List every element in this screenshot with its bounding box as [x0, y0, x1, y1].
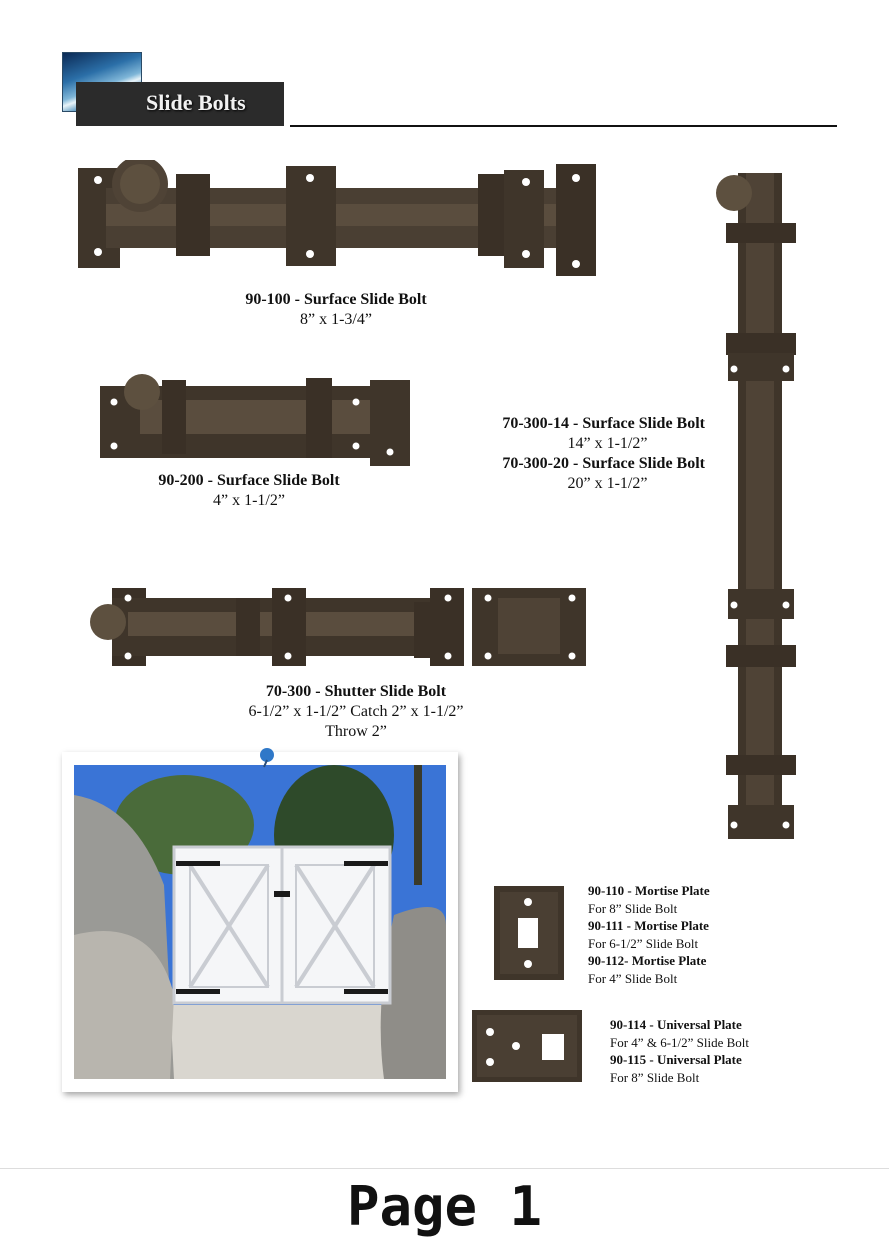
page-number-label: Page 1	[346, 1175, 543, 1238]
caption-70-300-14-20	[470, 414, 705, 494]
shutter-slide-bolt-70-300-image	[88, 584, 590, 668]
plate-desc: For 6-1/2” Slide Bolt	[588, 935, 699, 951]
slide-bolt-90-200-image	[100, 374, 412, 468]
product-throw: Throw 2”	[325, 723, 387, 740]
plate-title: 90-115 - Universal Plate	[610, 1052, 742, 1067]
product-title: 70-300-20 - Surface Slide Bolt	[502, 455, 705, 472]
product-size: 4” x 1-1/2”	[213, 492, 285, 509]
header-banner	[62, 52, 284, 128]
plate-desc: For 8” Slide Bolt	[610, 1069, 700, 1085]
slide-bolt-90-100-image	[76, 160, 601, 280]
plate-desc: For 4” & 6-1/2” Slide Bolt	[610, 1034, 750, 1050]
caption-90-100	[186, 290, 486, 330]
product-size: 8” x 1-3/4”	[300, 311, 372, 328]
product-title: 70-300-14 - Surface Slide Bolt	[502, 415, 705, 432]
page-title: Slide Bolts	[146, 90, 246, 115]
gate-photo	[62, 752, 458, 1092]
product-size: 6-1/2” x 1-1/2” Catch 2” x 1-1/2”	[248, 703, 464, 720]
universal-plate-captions	[610, 1016, 749, 1086]
product-title: 90-100 - Surface Slide Bolt	[245, 291, 427, 308]
plate-title: 90-111 - Mortise Plate	[588, 918, 709, 933]
caption-70-300	[206, 682, 506, 742]
universal-plate-image	[472, 1010, 584, 1084]
product-size: 14” x 1-1/2”	[567, 435, 648, 452]
caption-90-200	[99, 471, 399, 511]
plate-title: 90-112- Mortise Plate	[588, 953, 707, 968]
header-divider	[290, 125, 837, 127]
plate-title: 90-110 - Mortise Plate	[588, 883, 710, 898]
mortise-plate-captions	[588, 882, 710, 987]
gate-photo-image	[74, 765, 446, 1079]
mortise-plate-image	[494, 886, 566, 982]
slide-bolt-70-300-14-20-image	[712, 165, 802, 845]
plate-desc: For 4” Slide Bolt	[588, 970, 678, 986]
product-title: 70-300 - Shutter Slide Bolt	[265, 683, 447, 700]
pushpin-icon	[256, 746, 278, 768]
product-size: 20” x 1-1/2”	[567, 475, 648, 492]
plate-title: 90-114 - Universal Plate	[610, 1017, 742, 1032]
footer-divider	[0, 1168, 889, 1169]
product-title: 90-200 - Surface Slide Bolt	[158, 472, 340, 489]
plate-desc: For 8” Slide Bolt	[588, 900, 678, 916]
